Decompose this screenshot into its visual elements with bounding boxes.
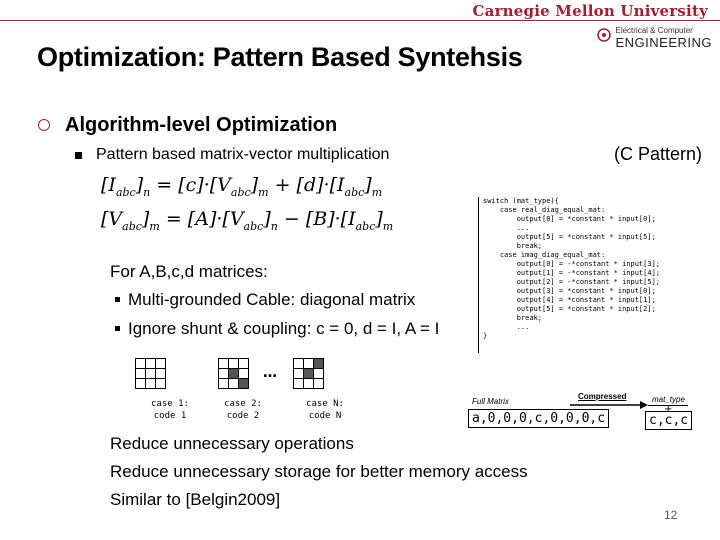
equation-1: $[I_{abc}]_n = [c]\cdot[V_{abc}]_m + [d]\cdot[I_{abc}]_m$ — [101, 174, 383, 199]
compressed-values: c,c,c — [645, 411, 692, 430]
square-bullet-icon — [75, 152, 82, 159]
code-line: case real_diag_equal_mat: — [483, 206, 606, 214]
department-emblem-icon — [597, 28, 611, 42]
code-line: } — [483, 332, 488, 340]
case-2-grid — [218, 358, 249, 389]
equation-2: $[V_{abc}]_m = [A]\cdot[V_{abc}]_n - [B]\cdot[I_{abc}]_m$ — [101, 208, 394, 233]
list-item: Ignore shunt & coupling: c = 0, d = I, A = I — [128, 319, 440, 338]
compressed-label: Compressed — [578, 392, 627, 401]
code-block — [478, 197, 715, 353]
code-lines — [479, 197, 715, 341]
case-1-grid — [135, 358, 166, 389]
case-n-grid — [293, 358, 324, 389]
list-item: Multi-grounded Cable: diagonal matrix — [128, 290, 416, 309]
code-line: output[1] = -*constant * input[4]; — [483, 269, 661, 277]
code-line: break; — [483, 242, 543, 250]
code-line: output[0] = -*constant * input[3]; — [483, 260, 661, 268]
case-label: case 1: — [151, 399, 189, 409]
mat-type-plus: + — [664, 404, 673, 415]
code-line: case imag_diag_equal_mat: — [483, 251, 606, 259]
conclusion-line: Reduce unnecessary operations — [110, 434, 354, 453]
list-bullet-icon — [115, 297, 120, 302]
subbullet-text: Pattern based matrix-vector multiplication — [96, 146, 390, 163]
conclusion-line: Similar to [Belgin2009] — [110, 490, 281, 509]
code-line: break; — [483, 314, 543, 322]
case-code: code 1 — [153, 411, 187, 421]
university-name: Carnegie Mellon University — [472, 2, 708, 20]
department-logo — [615, 26, 712, 50]
case-1-caption — [140, 398, 200, 422]
list-bullet-icon — [115, 326, 120, 331]
case-label: case 2: — [224, 399, 262, 409]
matrices-intro: For A,B,c,d matrices: — [110, 262, 268, 281]
code-line: switch (mat_type){ — [483, 197, 559, 205]
full-matrix-values: a,0,0,0,c,0,0,0,c — [468, 409, 609, 428]
case-n-caption — [295, 398, 355, 422]
case-code: code N — [308, 411, 342, 421]
page-number: 12 — [664, 508, 678, 522]
case-label: case N: — [306, 399, 344, 409]
case-2-caption — [213, 398, 273, 422]
slide-title: Optimization: Pattern Based Syntehsis — [37, 42, 523, 72]
code-line: output[5] = *constant * input[5]; — [483, 233, 656, 241]
header-divider — [0, 20, 720, 21]
bullet-circle-icon — [38, 119, 50, 131]
c-pattern-label: (C Pattern) — [614, 144, 703, 164]
bullet-heading: Algorithm-level Optimization — [65, 114, 338, 136]
department-line2: ENGINEERING — [615, 35, 712, 50]
code-line: output[2] = -*constant * input[5]; — [483, 278, 661, 286]
compress-arrow-icon — [470, 400, 650, 410]
code-line: output[5] = *constant * input[2]; — [483, 305, 656, 313]
code-line: output[4] = *constant * input[1]; — [483, 296, 656, 304]
code-line: ... — [483, 224, 530, 232]
code-line: output[3] = *constant * input[0]; — [483, 287, 656, 295]
code-line: output[0] = *constant * input[0]; — [483, 215, 656, 223]
code-line: ... — [483, 323, 530, 331]
full-matrix-label: Full Matrix — [472, 397, 509, 406]
conclusion-line: Reduce unnecessary storage for better memory access — [110, 462, 528, 481]
department-line1: Electrical & Computer — [615, 26, 693, 35]
case-code: code 2 — [226, 411, 260, 421]
ellipsis: … — [263, 365, 277, 381]
mat-type-label: mat_type — [652, 395, 685, 404]
